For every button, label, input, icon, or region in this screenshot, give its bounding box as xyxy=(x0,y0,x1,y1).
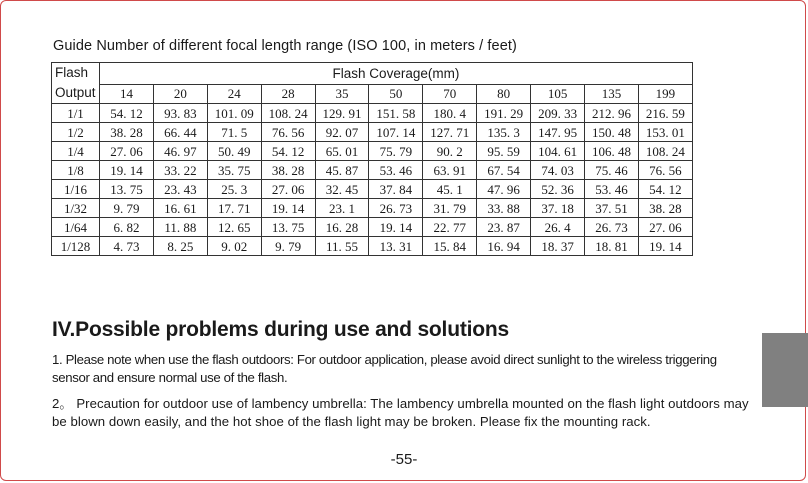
guide-number-cell: 27. 06 xyxy=(638,218,692,237)
focal-length-cell: 135 xyxy=(585,84,639,103)
guide-number-cell: 52. 36 xyxy=(531,180,585,199)
guide-number-cell: 33. 22 xyxy=(153,161,207,180)
guide-number-cell: 76. 56 xyxy=(261,123,315,142)
guide-number-cell: 129. 91 xyxy=(315,104,369,123)
row-header-cell xyxy=(52,63,100,104)
output-cell: 1/4 xyxy=(52,142,100,161)
guide-number-cell: 19. 14 xyxy=(261,199,315,218)
guide-number-cell: 35. 75 xyxy=(207,161,261,180)
table-row xyxy=(52,142,693,161)
guide-number-cell: 31. 79 xyxy=(423,199,477,218)
guide-number-cell: 71. 5 xyxy=(207,123,261,142)
guide-number-cell: 212. 96 xyxy=(585,104,639,123)
guide-number-cell: 11. 55 xyxy=(315,237,369,256)
guide-number-cell: 47. 96 xyxy=(477,180,531,199)
row-header-line1: Flash xyxy=(55,65,89,80)
guide-number-cell: 108. 24 xyxy=(638,142,692,161)
guide-number-cell: 16. 94 xyxy=(477,237,531,256)
guide-number-cell: 150. 48 xyxy=(585,123,639,142)
guide-number-cell: 209. 33 xyxy=(531,104,585,123)
guide-number-cell: 95. 59 xyxy=(477,142,531,161)
guide-number-cell: 18. 81 xyxy=(585,237,639,256)
guide-number-cell: 33. 88 xyxy=(477,199,531,218)
guide-number-cell: 151. 58 xyxy=(369,104,423,123)
table-header-row xyxy=(52,63,693,85)
guide-number-cell: 54. 12 xyxy=(100,104,154,123)
guide-number-cell: 16. 28 xyxy=(315,218,369,237)
guide-number-cell: 37. 51 xyxy=(585,199,639,218)
table-row xyxy=(52,123,693,142)
guide-number-cell: 104. 61 xyxy=(531,142,585,161)
output-cell: 1/64 xyxy=(52,218,100,237)
guide-number-cell: 45. 87 xyxy=(315,161,369,180)
section-title: IV.Possible problems during use and solutions xyxy=(52,318,509,341)
table-row xyxy=(52,161,693,180)
guide-number-cell: 37. 84 xyxy=(369,180,423,199)
output-cell: 1/16 xyxy=(52,180,100,199)
guide-number-cell: 23. 1 xyxy=(315,199,369,218)
guide-number-cell: 25. 3 xyxy=(207,180,261,199)
guide-number-cell: 50. 49 xyxy=(207,142,261,161)
guide-number-cell: 66. 44 xyxy=(153,123,207,142)
focal-length-cell: 20 xyxy=(153,84,207,103)
paragraph-2: 2。 Precaution for outdoor use of lambency umbrella: The lambency umbrella mounted on the flash light outdoors may be blown down easily, and the hot shoe of the flash light may be broken. Please fix the mounting rack. xyxy=(52,396,749,429)
guide-number-cell: 127. 71 xyxy=(423,123,477,142)
row-header-line2: Output xyxy=(55,85,96,100)
guide-number-cell: 23. 87 xyxy=(477,218,531,237)
guide-number-cell: 9. 02 xyxy=(207,237,261,256)
guide-number-cell: 11. 88 xyxy=(153,218,207,237)
output-cell: 1/32 xyxy=(52,199,100,218)
guide-number-cell: 38. 28 xyxy=(261,161,315,180)
guide-number-cell: 19. 14 xyxy=(638,237,692,256)
table-row xyxy=(52,199,693,218)
guide-number-cell: 13. 31 xyxy=(369,237,423,256)
guide-number-cell: 216. 59 xyxy=(638,104,692,123)
guide-number-cell: 15. 84 xyxy=(423,237,477,256)
focal-length-cell: 28 xyxy=(261,84,315,103)
focal-length-cell: 14 xyxy=(100,84,154,103)
guide-number-cell: 16. 61 xyxy=(153,199,207,218)
guide-number-cell: 101. 09 xyxy=(207,104,261,123)
guide-number-cell: 53. 46 xyxy=(585,180,639,199)
guide-number-cell: 13. 75 xyxy=(100,180,154,199)
guide-number-cell: 26. 73 xyxy=(585,218,639,237)
guide-number-cell: 46. 97 xyxy=(153,142,207,161)
guide-number-cell: 12. 65 xyxy=(207,218,261,237)
guide-number-cell: 53. 46 xyxy=(369,161,423,180)
table-heading: Guide Number of different focal length range (ISO 100, in meters / feet) xyxy=(53,38,517,54)
guide-number-cell: 63. 91 xyxy=(423,161,477,180)
guide-number-cell: 19. 14 xyxy=(369,218,423,237)
guide-number-cell: 13. 75 xyxy=(261,218,315,237)
focal-length-cell: 35 xyxy=(315,84,369,103)
table-row xyxy=(52,237,693,256)
guide-number-cell: 8. 25 xyxy=(153,237,207,256)
guide-number-cell: 23. 43 xyxy=(153,180,207,199)
guide-number-cell: 19. 14 xyxy=(100,161,154,180)
guide-number-cell: 4. 73 xyxy=(100,237,154,256)
guide-number-cell: 135. 3 xyxy=(477,123,531,142)
page-number: -55- xyxy=(390,451,418,468)
guide-number-cell: 107. 14 xyxy=(369,123,423,142)
output-cell: 1/1 xyxy=(52,104,100,123)
guide-number-cell: 17. 71 xyxy=(207,199,261,218)
guide-number-cell: 22. 77 xyxy=(423,218,477,237)
guide-number-cell: 153. 01 xyxy=(638,123,692,142)
guide-number-cell: 37. 18 xyxy=(531,199,585,218)
guide-number-cell: 26. 73 xyxy=(369,199,423,218)
focal-length-cell: 199 xyxy=(638,84,692,103)
guide-number-cell: 76. 56 xyxy=(638,161,692,180)
guide-number-cell: 54. 12 xyxy=(261,142,315,161)
guide-number-cell: 75. 46 xyxy=(585,161,639,180)
side-tab xyxy=(762,333,808,407)
guide-number-cell: 106. 48 xyxy=(585,142,639,161)
guide-number-cell: 93. 83 xyxy=(153,104,207,123)
guide-number-cell: 180. 4 xyxy=(423,104,477,123)
guide-number-cell: 27. 06 xyxy=(100,142,154,161)
output-cell: 1/8 xyxy=(52,161,100,180)
table-row xyxy=(52,218,693,237)
guide-number-cell: 32. 45 xyxy=(315,180,369,199)
guide-number-cell: 38. 28 xyxy=(638,199,692,218)
focal-length-cell: 80 xyxy=(477,84,531,103)
focal-length-cell: 24 xyxy=(207,84,261,103)
paragraph-1: 1. Please note when use the flash outdoors: For outdoor application, please avoid direct sunlight to the wireless triggering sensor and ensure normal use of the flash. xyxy=(52,352,717,385)
guide-number-cell: 75. 79 xyxy=(369,142,423,161)
output-cell: 1/2 xyxy=(52,123,100,142)
guide-number-cell: 67. 54 xyxy=(477,161,531,180)
guide-number-cell: 27. 06 xyxy=(261,180,315,199)
coverage-title: Flash Coverage(mm) xyxy=(100,63,693,85)
focal-length-cell: 105 xyxy=(531,84,585,103)
guide-number-cell: 65. 01 xyxy=(315,142,369,161)
guide-number-cell: 38. 28 xyxy=(100,123,154,142)
guide-number-cell: 6. 82 xyxy=(100,218,154,237)
guide-number-cell: 92. 07 xyxy=(315,123,369,142)
guide-number-cell: 74. 03 xyxy=(531,161,585,180)
guide-number-cell: 147. 95 xyxy=(531,123,585,142)
focal-length-cell: 50 xyxy=(369,84,423,103)
table-row xyxy=(52,180,693,199)
guide-number-cell: 45. 1 xyxy=(423,180,477,199)
guide-number-cell: 108. 24 xyxy=(261,104,315,123)
guide-number-cell: 90. 2 xyxy=(423,142,477,161)
guide-number-cell: 18. 37 xyxy=(531,237,585,256)
focal-length-row xyxy=(52,84,693,103)
guide-number-cell: 9. 79 xyxy=(261,237,315,256)
output-cell: 1/128 xyxy=(52,237,100,256)
guide-number-cell: 9. 79 xyxy=(100,199,154,218)
guide-number-cell: 26. 4 xyxy=(531,218,585,237)
guide-number-table xyxy=(51,62,693,256)
focal-length-cell: 70 xyxy=(423,84,477,103)
guide-number-cell: 54. 12 xyxy=(638,180,692,199)
table-row xyxy=(52,104,693,123)
guide-number-cell: 191. 29 xyxy=(477,104,531,123)
